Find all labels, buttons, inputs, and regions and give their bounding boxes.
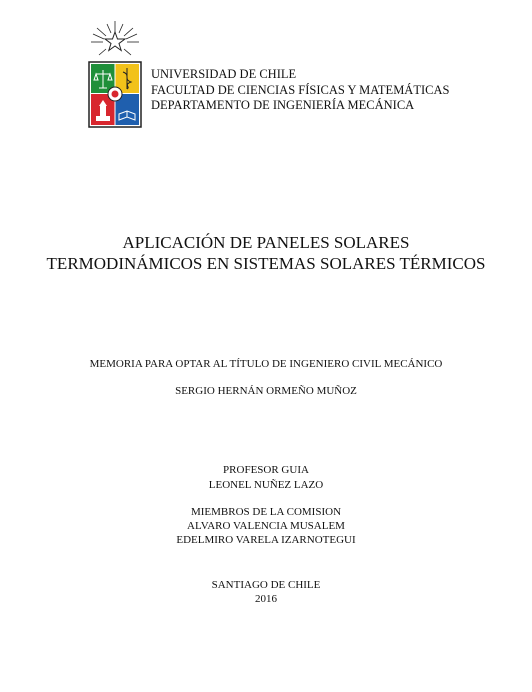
year: 2016 bbox=[255, 593, 277, 605]
title-line-2: TERMODINÁMICOS EN SISTEMAS SOLARES TÉRMICOS bbox=[46, 254, 486, 273]
author-name: SERGIO HERNÁN ORMEÑO MUÑOZ bbox=[175, 385, 357, 397]
committee-label: MIEMBROS DE LA COMISION bbox=[190, 506, 342, 518]
advisor-name: LEONEL NUÑEZ LAZO bbox=[208, 479, 324, 491]
committee-member: ALVARO VALENCIA MUSALEM bbox=[187, 520, 345, 532]
institution-header bbox=[151, 67, 449, 114]
title-line-1: APLICACIÓN DE PANELES SOLARES bbox=[122, 233, 410, 252]
thesis-title bbox=[0, 232, 532, 274]
department-name: DEPARTAMENTO DE INGENIERÍA MECÁNICA bbox=[151, 98, 415, 112]
university-shield-icon bbox=[87, 18, 143, 130]
degree-statement: MEMORIA PARA OPTAR AL TÍTULO DE INGENIERO CIVIL MECÁNICO bbox=[89, 358, 443, 370]
committee-member: EDELMIRO VARELA IZARNOTEGUI bbox=[176, 534, 356, 546]
advisor-label: PROFESOR GUIA bbox=[223, 464, 309, 476]
faculty-name: FACULTAD DE CIENCIAS FÍSICAS Y MATEMÁTICAS bbox=[151, 82, 450, 97]
university-name: UNIVERSIDAD DE CHILE bbox=[151, 67, 297, 81]
place: SANTIAGO DE CHILE bbox=[211, 579, 321, 591]
